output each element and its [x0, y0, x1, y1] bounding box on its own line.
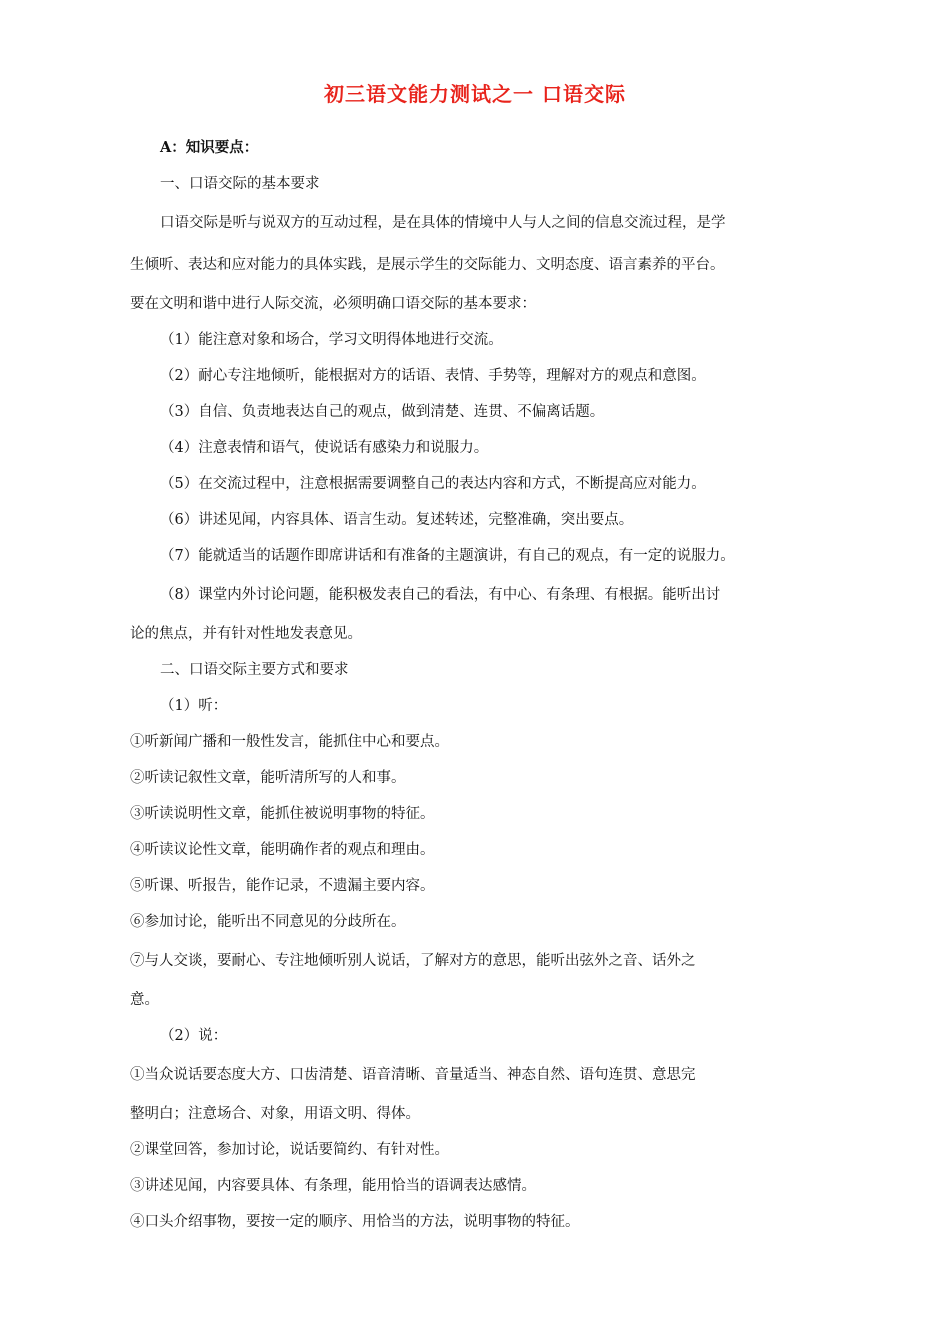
text-line: 二、口语交际主要方式和要求 — [160, 662, 349, 678]
text-line: ②听读记叙性文章，能听清所写的人和事。 — [130, 770, 406, 786]
text-line: ②课堂回答，参加讨论，说话要简约、有针对性。 — [130, 1142, 449, 1158]
text-line: ①听新闻广播和一般性发言，能抓住中心和要点。 — [130, 734, 449, 750]
text-line: 整明白；注意场合、对象，用语文明、得体。 — [130, 1106, 420, 1122]
text-line: 生倾听、表达和应对能力的具体实践，是展示学生的交际能力、文明态度、语言素养的平台。 — [130, 257, 725, 273]
text-line: 论的焦点，并有针对性地发表意见。 — [130, 626, 362, 642]
text-line: ⑤听课、听报告，能作记录，不遗漏主要内容。 — [130, 878, 435, 894]
text-line: ④听读议论性文章，能明确作者的观点和理由。 — [130, 842, 435, 858]
text-line: 一、口语交际的基本要求 — [160, 176, 320, 192]
text-line: 口语交际是听与说双方的互动过程，是在具体的情境中人与人之间的信息交流过程，是学 — [160, 215, 726, 231]
text-line: ③讲述见闻，内容要具体、有条理，能用恰当的语调表达感情。 — [130, 1178, 536, 1194]
text-line: （2）耐心专注地倾听，能根据对方的话语、表情、手势等，理解对方的观点和意图。 — [160, 368, 706, 384]
text-line: ⑦与人交谈，要耐心、专注地倾听别人说话，了解对方的意思，能听出弦外之音、话外之 — [130, 953, 696, 969]
text-line: （2）说： — [160, 1028, 228, 1044]
page-title: 初三语文能力测试之一 口语交际 — [324, 82, 626, 106]
text-line: （1）听： — [160, 698, 228, 714]
text-line: ①当众说话要态度大方、口齿清楚、语音清晰、音量适当、神态自然、语句连贯、意思完 — [130, 1067, 696, 1083]
text-line: （6）讲述见闻，内容具体、语言生动。复述转述，完整准确，突出要点。 — [160, 512, 634, 528]
text-line: ③听读说明性文章，能抓住被说明事物的特征。 — [130, 806, 435, 822]
text-line: ⑥参加讨论，能听出不同意见的分歧所在。 — [130, 914, 406, 930]
text-line: （3）自信、负责地表达自己的观点，做到清楚、连贯、不偏离话题。 — [160, 404, 605, 420]
text-line: （8）课堂内外讨论问题，能积极发表自己的看法，有中心、有条理、有根据。能听出讨 — [160, 587, 721, 603]
text-line: A：知识要点： — [160, 139, 259, 156]
text-line: （5）在交流过程中，注意根据需要调整自己的表达内容和方式，不断提高应对能力。 — [160, 476, 706, 492]
text-line: （4）注意表情和语气，使说话有感染力和说服力。 — [160, 440, 489, 456]
text-line: 要在文明和谐中进行人际交流，必须明确口语交际的基本要求： — [130, 296, 536, 312]
text-line: 意。 — [130, 992, 159, 1008]
document-body — [130, 130, 820, 1240]
text-line: （7）能就适当的话题作即席讲话和有准备的主题演讲，有自己的观点，有一定的说服力。 — [160, 548, 735, 564]
text-line: ④口头介绍事物，要按一定的顺序、用恰当的方法，说明事物的特征。 — [130, 1214, 580, 1230]
text-line: （1）能注意对象和场合，学习文明得体地进行交流。 — [160, 332, 503, 348]
